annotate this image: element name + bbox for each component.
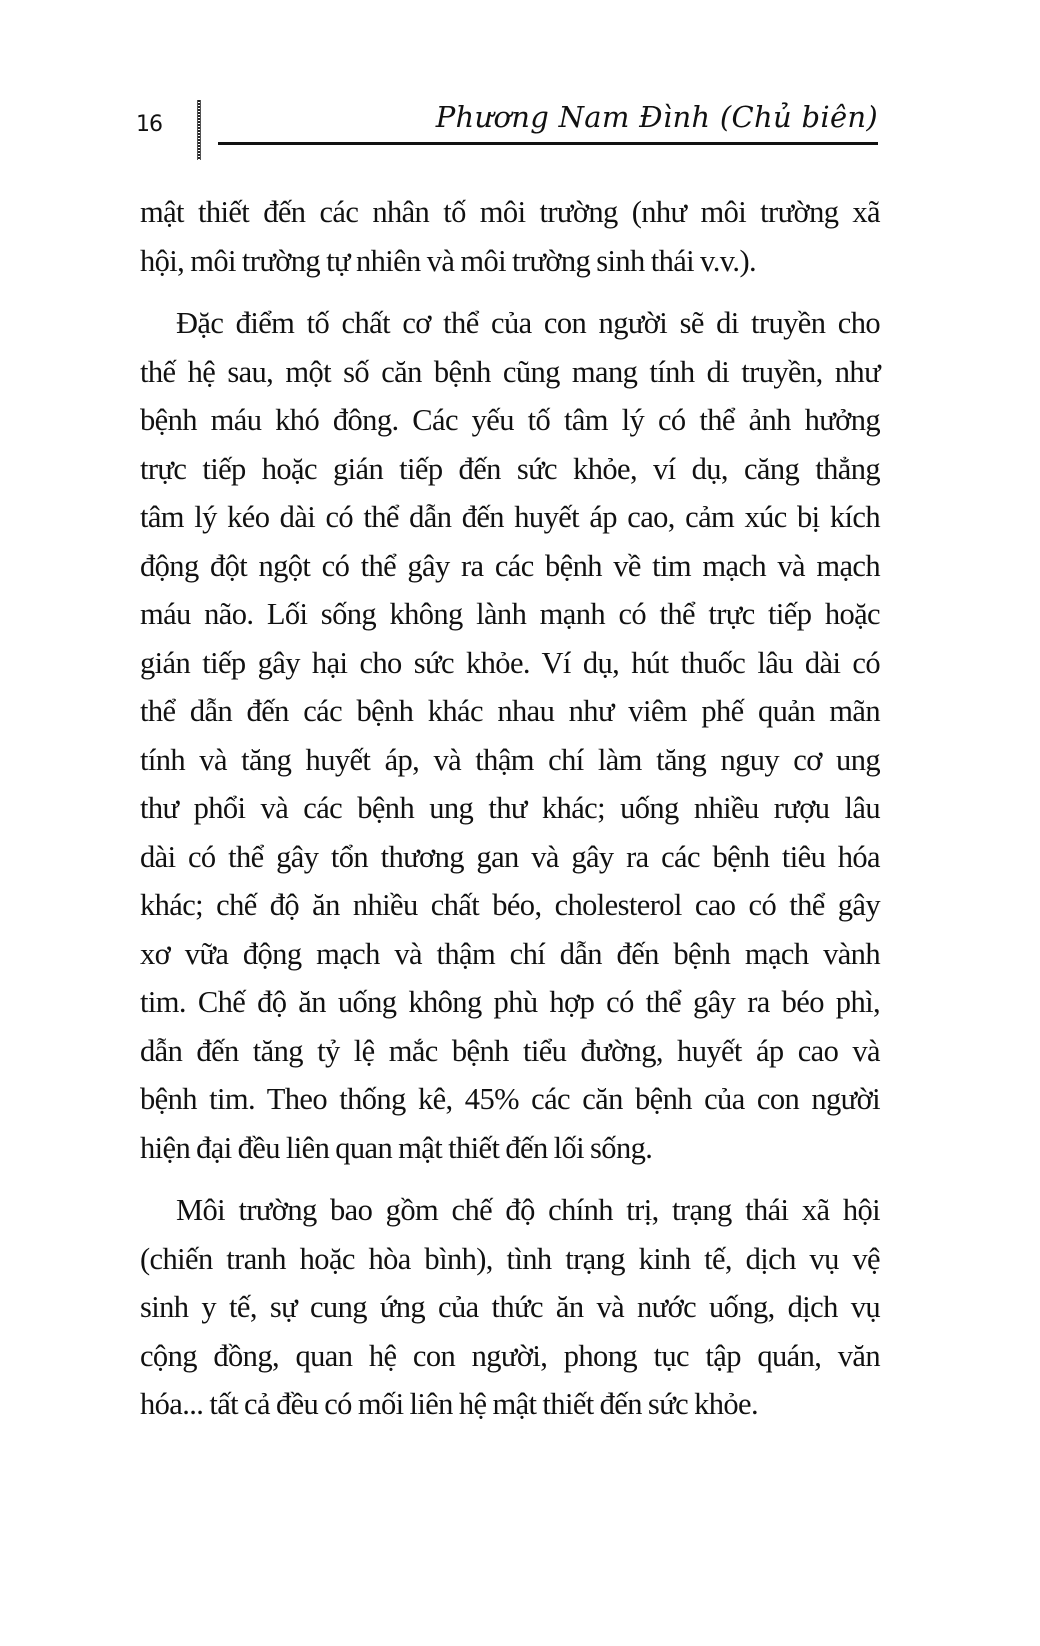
text-line: hiện đại đều liên quan mật thiết đến lối sống. bbox=[140, 1130, 653, 1165]
text-line: Đặc điểm tố chất cơ thể của con người sẽ di truyền cho bbox=[176, 306, 880, 340]
text-line: động đột ngột có thể gây ra các bệnh về tim mạch và mạch bbox=[140, 548, 880, 583]
text-line: tim. Chế độ ăn uống không phù hợp có thể gây ra béo phì, bbox=[140, 985, 880, 1019]
text-line: sinh y tế, sự cung ứng của thức ăn và nước uống, dịch vụ bbox=[140, 1290, 880, 1324]
text-line: bệnh máu khó đông. Các yếu tố tâm lý có thể ảnh hưởng bbox=[140, 403, 880, 437]
text-line: Môi trường bao gồm chế độ chính trị, trạng thái xã hội bbox=[176, 1193, 880, 1227]
text-line: (chiến tranh hoặc hòa bình), tình trạng kinh tế, dịch vụ vệ bbox=[140, 1241, 880, 1276]
text-line: tâm lý kéo dài có thể dẫn đến huyết áp cao, cảm xúc bị kích bbox=[140, 500, 880, 534]
text-line: dài có thể gây tổn thương gan và gây ra các bệnh tiêu hóa bbox=[140, 839, 880, 874]
text-line: bệnh tim. Theo thống kê, 45% các căn bệnh của con người bbox=[140, 1082, 880, 1116]
text-line: máu não. Lối sống không lành mạnh có thể trực tiếp hoặc bbox=[140, 597, 880, 631]
paragraph-2 bbox=[140, 299, 880, 1172]
running-head-author: Phương Nam Đình (Chủ biên) bbox=[435, 100, 878, 134]
text-line: trực tiếp hoặc gián tiếp đến sức khỏe, ví dụ, căng thẳng bbox=[140, 451, 880, 486]
text-line: gián tiếp gây hại cho sức khỏe. Ví dụ, hút thuốc lâu dài có bbox=[140, 645, 880, 680]
text-line: mật thiết đến các nhân tố môi trường (như môi trường xã bbox=[140, 195, 880, 229]
text-line: hội, môi trường tự nhiên và môi trường sinh thái v.v.). bbox=[140, 243, 757, 278]
text-line: cộng đồng, quan hệ con người, phong tục tập quán, văn bbox=[140, 1338, 880, 1373]
text-line: tính và tăng huyết áp, và thậm chí làm tăng nguy cơ ung bbox=[140, 742, 880, 777]
text-line: thư phổi và các bệnh ung thư khác; uống nhiều rượu lâu bbox=[140, 791, 880, 825]
chain-divider-ornament bbox=[197, 100, 201, 160]
text-line: xơ vữa động mạch và thậm chí dẫn đến bệnh mạch vành bbox=[140, 936, 880, 971]
page-number: 16 bbox=[136, 112, 162, 137]
text-line: khác; chế độ ăn nhiều chất béo, cholesterol cao có thể gây bbox=[140, 888, 880, 922]
body-text bbox=[140, 188, 880, 1441]
text-line: hóa... tất cả đều có mối liên hệ mật thiết đến sức khỏe. bbox=[140, 1387, 758, 1421]
paragraph-3 bbox=[140, 1186, 880, 1429]
header-rule bbox=[218, 142, 878, 145]
text-line: thế hệ sau, một số căn bệnh cũng mang tính di truyền, như bbox=[140, 354, 880, 389]
paragraph-1 bbox=[140, 188, 880, 285]
text-line: thể dẫn đến các bệnh khác nhau như viêm phế quản mãn bbox=[140, 694, 880, 728]
text-line: dẫn đến tăng tỷ lệ mắc bệnh tiểu đường, huyết áp cao và bbox=[140, 1033, 880, 1068]
page-header bbox=[0, 0, 1040, 170]
